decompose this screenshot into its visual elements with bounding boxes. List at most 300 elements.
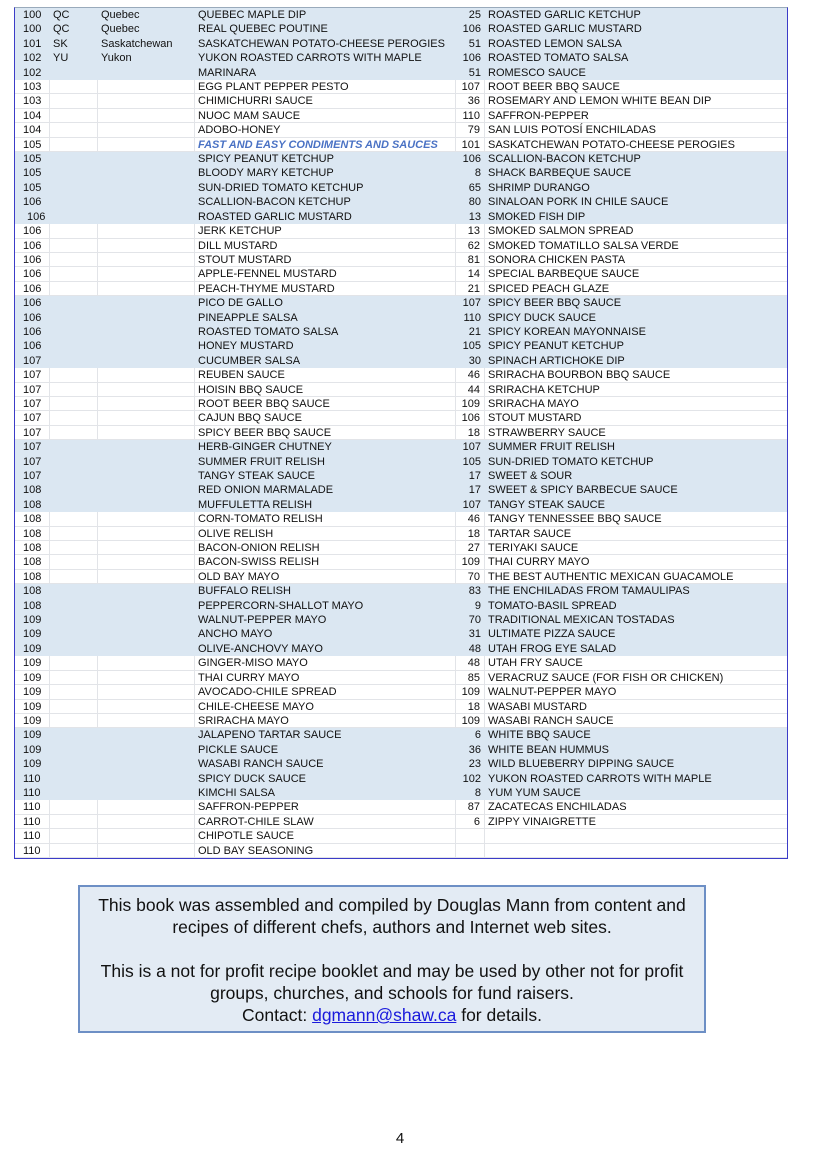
- province-cell: Quebec: [101, 23, 140, 36]
- province-cell: [98, 282, 195, 295]
- alpha-page-cell: 79: [456, 123, 485, 136]
- page-number-cell: 102: [23, 52, 42, 65]
- contact-email-link[interactable]: dgmann@shaw.ca: [312, 1005, 457, 1025]
- province-abbr-cell: [50, 109, 98, 122]
- page-number-cell: 107: [15, 397, 50, 410]
- alpha-recipe-cell: SAFFRON-PEPPER: [488, 109, 589, 122]
- alpha-recipe-cell: THE ENCHILADAS FROM TAMAULIPAS: [488, 585, 690, 598]
- province-abbr-cell: [50, 541, 98, 554]
- page-number-cell: 107: [15, 383, 50, 396]
- province-abbr-cell: [50, 656, 98, 669]
- table-row: [15, 786, 787, 800]
- alpha-page-cell: 9: [474, 599, 481, 612]
- alpha-page-cell: 109: [456, 714, 485, 727]
- table-row: [15, 800, 787, 814]
- province-abbr-cell: [50, 339, 98, 353]
- alpha-page-cell: 109: [456, 685, 485, 698]
- alpha-page-cell: 107: [462, 297, 481, 310]
- recipe-name-cell: PEACH-THYME MUSTARD: [195, 282, 456, 295]
- alpha-page-cell: 107: [462, 441, 481, 454]
- province-abbr-cell: [50, 498, 98, 512]
- alpha-recipe-cell: SPINACH ARTICHOKE DIP: [488, 354, 625, 367]
- alpha-recipe-cell: TARTAR SAUCE: [488, 527, 572, 540]
- table-row: [15, 311, 787, 325]
- table-row: [15, 411, 787, 425]
- page-number-cell: 107: [23, 470, 42, 482]
- page-number-cell: 107: [23, 354, 42, 367]
- province-abbr-cell: [50, 469, 98, 483]
- province-cell: [98, 714, 195, 727]
- alpha-recipe-cell: SRIRACHA MAYO: [488, 397, 579, 410]
- province-cell: [98, 844, 195, 857]
- table-row: [15, 383, 787, 397]
- province-abbr-cell: [50, 195, 98, 209]
- page-number-cell: 106: [15, 267, 50, 280]
- alpha-recipe-cell: ULTIMATE PIZZA SAUCE: [488, 628, 616, 641]
- page-number-cell: 107: [15, 411, 50, 424]
- alpha-recipe-cell: UTAH FRY SAUCE: [488, 657, 583, 670]
- page-number-cell: 101: [23, 37, 42, 50]
- page-number-cell: 106: [15, 253, 50, 266]
- table-row: [15, 685, 787, 699]
- page-number-cell: 109: [23, 758, 42, 771]
- page-number: 4: [395, 1130, 405, 1147]
- alpha-page-cell: 31: [468, 628, 481, 641]
- alpha-page-cell: 18: [456, 527, 485, 540]
- table-row: [15, 541, 787, 555]
- province-abbr-cell: [50, 829, 98, 842]
- page-number-cell: 106: [23, 325, 42, 338]
- province-cell: [98, 239, 195, 252]
- province-abbr-cell: SK: [53, 37, 68, 50]
- recipe-index-table: [14, 7, 788, 859]
- nonprofit-text: [80, 960, 704, 1026]
- province-cell: [98, 829, 195, 842]
- page-number-cell: 106: [23, 311, 42, 324]
- table-row: [15, 469, 787, 483]
- recipe-name-cell: TANGY STEAK SAUCE: [198, 470, 315, 482]
- alpha-recipe-cell: TOMATO-BASIL SPREAD: [488, 599, 617, 612]
- province-cell: [98, 66, 195, 80]
- recipe-name-cell: FAST AND EASY CONDIMENTS AND SAUCES: [195, 138, 456, 151]
- province-abbr-cell: [50, 80, 98, 93]
- alpha-recipe-cell: SPICED PEACH GLAZE: [488, 282, 610, 295]
- table-row: [15, 195, 787, 209]
- province-abbr-cell: [50, 455, 98, 469]
- table-row: [15, 584, 787, 598]
- recipe-name-cell: CAJUN BBQ SAUCE: [195, 411, 456, 424]
- alpha-page-cell: 36: [456, 94, 485, 107]
- province-cell: Saskatchewan: [101, 37, 173, 50]
- province-abbr-cell: [50, 527, 98, 540]
- province-abbr-cell: [50, 267, 98, 280]
- table-row: [15, 671, 787, 685]
- alpha-page-cell: 46: [456, 512, 485, 525]
- alpha-page-cell: 105: [462, 455, 481, 468]
- recipe-name-cell: STOUT MUSTARD: [195, 253, 456, 266]
- province-abbr-cell: YU: [53, 52, 69, 65]
- recipe-name-cell: HERB-GINGER CHUTNEY: [198, 441, 332, 454]
- nonprofit-statement: This is a not for profit recipe booklet and may be used by other not for profit groups, churches, and schools for fund raisers.: [100, 961, 684, 1003]
- table-row: [15, 296, 787, 310]
- alpha-recipe-cell: SMOKED TOMATILLO SALSA VERDE: [488, 239, 679, 252]
- alpha-page-cell: 21: [468, 325, 481, 338]
- province-abbr-cell: [50, 181, 98, 195]
- page-number-cell: 109: [23, 729, 42, 742]
- alpha-recipe-cell: SAN LUIS POTOSÍ ENCHILADAS: [488, 124, 656, 137]
- recipe-name-cell: MARINARA: [198, 66, 257, 79]
- alpha-page-cell: 8: [474, 786, 481, 799]
- credits-box: [78, 885, 706, 1033]
- recipe-name-cell: YUKON ROASTED CARROTS WITH MAPLE: [198, 52, 422, 65]
- page-number-cell: 103: [15, 80, 50, 93]
- alpha-recipe-cell: THE BEST AUTHENTIC MEXICAN GUACAMOLE: [488, 570, 734, 583]
- alpha-page-cell: 70: [468, 614, 481, 627]
- page-number-cell: 109: [15, 685, 50, 698]
- page-number-cell: 108: [15, 541, 50, 554]
- recipe-name-cell: BACON-SWISS RELISH: [195, 555, 456, 568]
- province-abbr-cell: [50, 426, 98, 439]
- province-abbr-cell: [50, 166, 98, 180]
- table-row: [15, 109, 787, 123]
- alpha-recipe-cell: WILD BLUEBERRY DIPPING SAUCE: [488, 758, 675, 771]
- page-number-cell: 107: [23, 441, 42, 454]
- alpha-page-cell: [456, 829, 485, 842]
- province-cell: [98, 498, 195, 512]
- alpha-recipe-cell: WASABI RANCH SAUCE: [488, 714, 614, 727]
- page-number-cell: 103: [15, 94, 50, 107]
- province-abbr-cell: [50, 138, 98, 151]
- recipe-name-cell: CHIMICHURRI SAUCE: [195, 94, 456, 107]
- table-row: [15, 700, 787, 714]
- province-cell: [98, 181, 195, 195]
- recipe-name-cell: CUCUMBER SALSA: [198, 354, 301, 367]
- recipe-name-cell: HONEY MUSTARD: [198, 340, 294, 353]
- page-number-cell: 106: [23, 340, 42, 353]
- alpha-recipe-cell: THAI CURRY MAYO: [488, 556, 590, 569]
- recipe-name-cell: SAFFRON-PEPPER: [195, 800, 456, 813]
- page-number-cell: 106: [23, 297, 42, 310]
- recipe-name-cell: REAL QUEBEC POUTINE: [198, 23, 328, 36]
- table-row: [15, 138, 787, 152]
- table-row: [15, 642, 787, 656]
- alpha-page-cell: 85: [456, 671, 485, 684]
- alpha-recipe-cell: WHITE BEAN HUMMUS: [488, 743, 609, 756]
- province-cell: [98, 123, 195, 136]
- credits-text: This book was assembled and compiled by Douglas Mann from content and recipes of different chefs, authors and Internet web sites.: [98, 895, 686, 937]
- recipe-name-cell: RED ONION MARMALADE: [198, 484, 334, 497]
- table-row: [15, 483, 787, 497]
- province-cell: [98, 397, 195, 410]
- province-cell: Yukon: [101, 52, 132, 65]
- recipe-name-cell: MUFFULETTA RELISH: [198, 498, 313, 511]
- province-abbr-cell: QC: [53, 9, 70, 21]
- province-abbr-cell: [50, 383, 98, 396]
- recipe-name-cell: CHIPOTLE SAUCE: [195, 829, 456, 842]
- recipe-name-cell: BLOODY MARY KETCHUP: [198, 167, 334, 180]
- province-abbr-cell: [50, 411, 98, 424]
- table-row: [15, 714, 787, 728]
- province-abbr-cell: [50, 282, 98, 295]
- province-abbr-cell: [50, 772, 98, 786]
- alpha-recipe-cell: ROASTED LEMON SALSA: [488, 37, 622, 50]
- province-abbr-cell: [50, 757, 98, 771]
- province-abbr-cell: [50, 800, 98, 813]
- alpha-recipe-cell: SCALLION-BACON KETCHUP: [488, 153, 641, 166]
- alpha-page-cell: 51: [468, 37, 481, 50]
- alpha-page-cell: 62: [456, 239, 485, 252]
- table-row: [15, 440, 787, 454]
- page-number-cell: 110: [23, 786, 41, 799]
- alpha-recipe-cell: SPICY KOREAN MAYONNAISE: [488, 325, 646, 338]
- alpha-recipe-cell: SPECIAL BARBEQUE SAUCE: [488, 268, 640, 281]
- alpha-page-cell: 46: [456, 368, 485, 381]
- recipe-name-cell: SPICY BEER BBQ SAUCE: [195, 426, 456, 439]
- alpha-recipe-cell: TANGY STEAK SAUCE: [488, 498, 605, 511]
- table-row: [15, 51, 787, 65]
- alpha-page-cell: 107: [456, 80, 485, 93]
- alpha-page-cell: 30: [468, 354, 481, 367]
- recipe-name-cell: JERK KETCHUP: [195, 224, 456, 237]
- page-number-cell: 109: [23, 614, 42, 627]
- province-cell: [98, 743, 195, 757]
- recipe-name-cell: WASABI RANCH SAUCE: [198, 758, 324, 771]
- recipe-name-cell: KIMCHI SALSA: [198, 786, 276, 799]
- page-number-cell: 106: [15, 282, 50, 295]
- table-row: [15, 354, 787, 368]
- alpha-recipe-cell: SMOKED FISH DIP: [488, 210, 586, 223]
- page-number-cell: 100: [23, 23, 42, 36]
- province-abbr-cell: [50, 671, 98, 684]
- province-abbr-cell: [50, 555, 98, 568]
- alpha-recipe-cell: TANGY TENNESSEE BBQ SAUCE: [488, 513, 662, 526]
- recipe-name-cell: OLD BAY SEASONING: [195, 844, 456, 857]
- page-number-cell: 110: [15, 829, 50, 842]
- page-number-cell: 109: [15, 656, 50, 669]
- alpha-page-cell: 27: [456, 541, 485, 554]
- province-abbr-cell: [50, 152, 98, 166]
- recipe-name-cell: SUMMER FRUIT RELISH: [198, 455, 325, 468]
- province-cell: [98, 772, 195, 786]
- province-cell: [98, 627, 195, 641]
- alpha-recipe-cell: WALNUT-PEPPER MAYO: [488, 686, 617, 699]
- province-cell: [98, 325, 195, 339]
- province-abbr-cell: [50, 354, 98, 368]
- alpha-recipe-cell: ROASTED GARLIC KETCHUP: [488, 9, 641, 21]
- recipe-name-cell: SPICY PEANUT KETCHUP: [198, 153, 334, 166]
- table-row: [15, 22, 787, 36]
- province-abbr-cell: QC: [53, 23, 70, 36]
- alpha-page-cell: 48: [468, 642, 481, 655]
- province-abbr-cell: [50, 123, 98, 136]
- page-number-cell: 106: [15, 224, 50, 237]
- table-row: [15, 267, 787, 281]
- alpha-page-cell: 6: [456, 815, 485, 828]
- province-cell: [98, 210, 195, 224]
- province-abbr-cell: [50, 743, 98, 757]
- page-number-cell: 104: [15, 109, 50, 122]
- table-row: [15, 613, 787, 627]
- page-number-cell: 105: [23, 167, 42, 180]
- alpha-recipe-cell: SPICY DUCK SAUCE: [488, 311, 596, 324]
- alpha-recipe-cell: WASABI MUSTARD: [488, 700, 588, 713]
- recipe-name-cell: SCALLION-BACON KETCHUP: [198, 196, 351, 209]
- province-cell: [98, 541, 195, 554]
- recipe-name-cell: CHILE-CHEESE MAYO: [195, 700, 456, 713]
- page-number-cell: 108: [23, 484, 42, 497]
- table-row: [15, 166, 787, 180]
- alpha-page-cell: 106: [456, 411, 485, 424]
- province-cell: [98, 613, 195, 627]
- table-row: [15, 455, 787, 469]
- table-row: [15, 339, 787, 353]
- recipe-name-cell: PINEAPPLE SALSA: [198, 311, 298, 324]
- table-row: [15, 512, 787, 526]
- province-abbr-cell: [50, 685, 98, 698]
- recipe-name-cell: JALAPENO TARTAR SAUCE: [198, 729, 342, 742]
- province-abbr-cell: [50, 512, 98, 525]
- alpha-page-cell: 83: [468, 585, 481, 598]
- alpha-page-cell: 21: [456, 282, 485, 295]
- page-number-cell: 105: [15, 138, 50, 151]
- page-number-cell: 109: [23, 743, 42, 756]
- alpha-page-cell: 87: [456, 800, 485, 813]
- alpha-recipe-cell: SRIRACHA BOURBON BBQ SAUCE: [488, 369, 671, 382]
- page-number-cell: 105: [23, 153, 42, 166]
- province-cell: [98, 166, 195, 180]
- province-abbr-cell: [50, 239, 98, 252]
- page-number-cell: 107: [15, 368, 50, 381]
- recipe-name-cell: THAI CURRY MAYO: [195, 671, 456, 684]
- table-row: [15, 368, 787, 382]
- province-abbr-cell: [50, 786, 98, 800]
- province-abbr-cell: [50, 570, 98, 583]
- province-cell: [98, 728, 195, 742]
- alpha-page-cell: 105: [462, 340, 481, 353]
- alpha-page-cell: 18: [456, 700, 485, 713]
- recipe-name-cell: ROASTED GARLIC MUSTARD: [198, 210, 352, 223]
- recipe-name-cell: ROOT BEER BBQ SAUCE: [195, 397, 456, 410]
- alpha-page-cell: 106: [462, 153, 481, 166]
- page-number-cell: 110: [15, 800, 50, 813]
- province-cell: Quebec: [101, 9, 140, 21]
- alpha-page-cell: 81: [456, 253, 485, 266]
- province-cell: [98, 555, 195, 568]
- alpha-page-cell: 18: [456, 426, 485, 439]
- alpha-page-cell: 13: [468, 210, 481, 223]
- province-cell: [98, 195, 195, 209]
- table-row: [15, 123, 787, 137]
- alpha-recipe-cell: ROMESCO SAUCE: [488, 66, 586, 79]
- table-row: [15, 757, 787, 771]
- table-row: [15, 743, 787, 757]
- alpha-recipe-cell: SASKATCHEWAN POTATO-CHEESE PEROGIES: [488, 138, 735, 151]
- province-cell: [98, 584, 195, 598]
- alpha-page-cell: 6: [474, 729, 481, 742]
- table-row: [15, 80, 787, 94]
- recipe-name-cell: OLIVE-ANCHOVY MAYO: [198, 642, 323, 655]
- province-cell: [98, 109, 195, 122]
- recipe-name-cell: WALNUT-PEPPER MAYO: [198, 614, 327, 627]
- page-number-cell: 109: [15, 714, 50, 727]
- table-row: [15, 181, 787, 195]
- page-number-cell: 110: [15, 844, 50, 857]
- province-cell: [98, 700, 195, 713]
- alpha-recipe-cell: TRADITIONAL MEXICAN TOSTADAS: [488, 614, 675, 627]
- table-row: [15, 94, 787, 108]
- province-abbr-cell: [50, 844, 98, 857]
- province-cell: [98, 94, 195, 107]
- province-abbr-cell: [50, 613, 98, 627]
- alpha-page-cell: 109: [456, 397, 485, 410]
- recipe-name-cell: SUN-DRIED TOMATO KETCHUP: [198, 181, 364, 194]
- alpha-page-cell: 8: [474, 167, 481, 180]
- page-number-cell: 110: [15, 815, 50, 828]
- recipe-name-cell: SRIRACHA MAYO: [195, 714, 456, 727]
- alpha-recipe-cell: [485, 844, 787, 857]
- province-cell: [98, 570, 195, 583]
- alpha-recipe-cell: WHITE BBQ SAUCE: [488, 729, 591, 742]
- province-abbr-cell: [50, 296, 98, 310]
- page-number-cell: 109: [23, 628, 42, 641]
- alpha-recipe-cell: ROSEMARY AND LEMON WHITE BEAN DIP: [488, 95, 712, 108]
- province-cell: [98, 512, 195, 525]
- province-abbr-cell: [50, 94, 98, 107]
- alpha-recipe-cell: ROASTED GARLIC MUSTARD: [488, 23, 642, 36]
- recipe-name-cell: PICKLE SAUCE: [198, 743, 279, 756]
- province-cell: [98, 527, 195, 540]
- alpha-page-cell: 44: [456, 383, 485, 396]
- alpha-recipe-cell: SMOKED SALMON SPREAD: [488, 225, 634, 238]
- recipe-name-cell: PEPPERCORN-SHALLOT MAYO: [198, 599, 364, 612]
- table-row: [15, 599, 787, 613]
- table-row: [15, 152, 787, 166]
- alpha-page-cell: 23: [468, 758, 481, 771]
- alpha-recipe-cell: SPICY PEANUT KETCHUP: [488, 340, 624, 353]
- alpha-recipe-cell: VERACRUZ SAUCE (FOR FISH OR CHICKEN): [488, 671, 724, 684]
- alpha-page-cell: 65: [468, 181, 481, 194]
- alpha-recipe-cell: SHRIMP DURANGO: [488, 181, 590, 194]
- province-cell: [98, 138, 195, 151]
- alpha-recipe-cell: ROOT BEER BBQ SAUCE: [488, 81, 620, 94]
- province-cell: [98, 339, 195, 353]
- alpha-recipe-cell: YUM YUM SAUCE: [488, 786, 581, 799]
- province-abbr-cell: [50, 368, 98, 381]
- province-cell: [98, 383, 195, 396]
- table-row: [15, 397, 787, 411]
- page-number-cell: 109: [15, 671, 50, 684]
- page-number-cell: 104: [15, 123, 50, 136]
- recipe-name-cell: BUFFALO RELISH: [198, 585, 291, 598]
- recipe-name-cell: OLIVE RELISH: [195, 527, 456, 540]
- recipe-name-cell: NUOC MAM SAUCE: [195, 109, 456, 122]
- recipe-name-cell: SASKATCHEWAN POTATO-CHEESE PEROGIES: [198, 37, 445, 50]
- table-row: [15, 8, 787, 22]
- table-row: [15, 656, 787, 670]
- recipe-name-cell: CARROT-CHILE SLAW: [195, 815, 456, 828]
- alpha-page-cell: 106: [462, 23, 481, 36]
- alpha-page-cell: 102: [462, 772, 481, 785]
- alpha-recipe-cell: SWEET & SOUR: [488, 470, 573, 482]
- province-cell: [98, 440, 195, 454]
- province-abbr-cell: [50, 700, 98, 713]
- province-cell: [98, 800, 195, 813]
- province-abbr-cell: [50, 642, 98, 656]
- table-row: [15, 829, 787, 843]
- province-cell: [98, 455, 195, 469]
- alpha-page-cell: 36: [468, 743, 481, 756]
- alpha-recipe-cell: SPICY BEER BBQ SAUCE: [488, 297, 622, 310]
